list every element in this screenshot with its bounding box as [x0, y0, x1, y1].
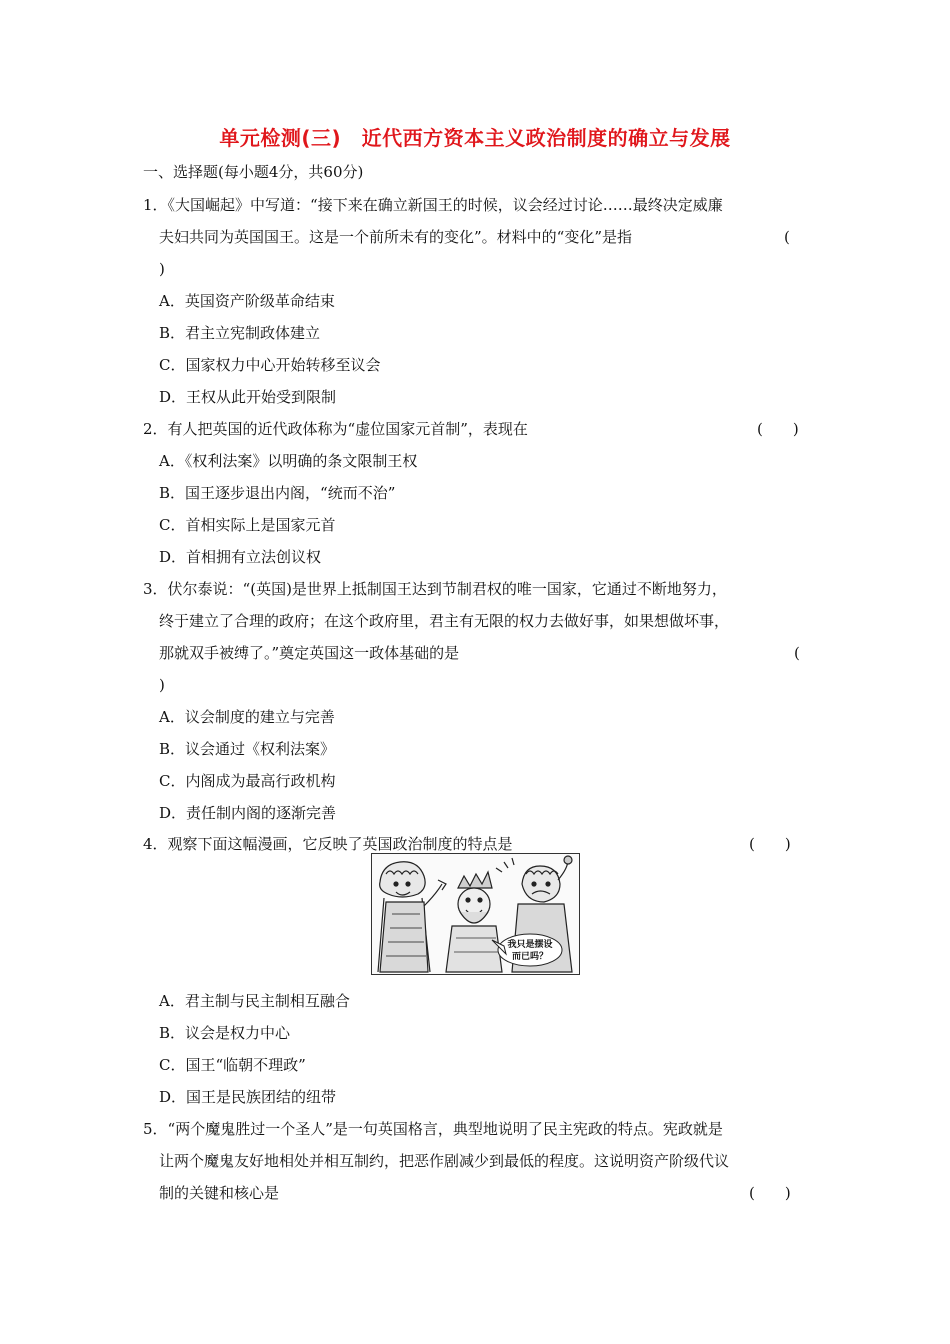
- page-title: 单元检测(三) 近代西方资本主义政治制度的确立与发展: [219, 126, 731, 150]
- q1-answer-bracket-open: (: [784, 228, 790, 246]
- q2-answer-bracket: ( ): [757, 420, 799, 438]
- q4-option-d: D．国王是民族团结的纽带: [159, 1088, 337, 1106]
- q3-option-c: C．内阁成为最高行政机构: [159, 772, 336, 790]
- q5-stem-line2: 让两个魔鬼友好地相处并相互制约，把恶作剧减少到最低的程度。这说明资产阶级代议: [159, 1152, 730, 1170]
- q5-stem-line3: 制的关键和核心是: [159, 1184, 280, 1202]
- q1-option-a: A．英国资产阶级革命结束: [159, 292, 335, 310]
- q3-option-a: A．议会制度的建立与完善: [159, 708, 335, 726]
- q3-stem-line2: 终于建立了合理的政府；在这个政府里，君主有无限的权力去做好事，如果想做坏事，: [159, 612, 730, 630]
- q2-option-d: D．首相拥有立法创议权: [159, 548, 322, 566]
- q4-option-c: C．国王“临朝不理政”: [159, 1056, 306, 1074]
- q1-option-d: D．王权从此开始受到限制: [159, 388, 337, 406]
- q4-stem-line1: 4．观察下面这幅漫画，它反映了英国政治制度的特点是: [143, 835, 513, 853]
- q3-stem-line3: 那就双手被缚了。”奠定英国这一政体基础的是: [159, 644, 460, 662]
- section-heading: 一、选择题(每小题4分，共60分): [143, 163, 364, 181]
- q1-stem-line2: 夫妇共同为英国国王。这是一个前所未有的变化”。材料中的“变化”是指: [159, 228, 633, 246]
- q1-option-b: B．君主立宪制政体建立: [159, 324, 321, 342]
- q4-option-b: B．议会是权力中心: [159, 1024, 291, 1042]
- q3-stem-line1: 3．伏尔泰说：“(英国)是世界上抵制国王达到节制君权的唯一国家，它通过不断地努力，: [143, 580, 727, 598]
- q3-answer-bracket-close: ): [159, 676, 165, 694]
- q2-stem-line1: 2．有人把英国的近代政体称为“虚位国家元首制”，表现在: [143, 420, 528, 438]
- q5-answer-bracket: ( ): [749, 1184, 791, 1202]
- q1-stem-line1: 1．《大国崛起》中写道：“接下来在确立新国王的时候，议会经过讨论……最终决定威廉: [143, 196, 723, 214]
- q1-option-c: C．国家权力中心开始转移至议会: [159, 356, 381, 374]
- q2-option-b: B．国王逐步退出内阁，“统而不治”: [159, 484, 396, 502]
- q1-answer-bracket-close: ): [159, 260, 165, 278]
- cartoon-bubble-line1: 我只是摆设: [507, 940, 553, 950]
- cartoon-drawing: [372, 854, 579, 974]
- cartoon-bubble-line2: 而已吗？: [511, 952, 549, 962]
- q4-answer-bracket: ( ): [749, 835, 791, 853]
- political-cartoon: [371, 853, 580, 975]
- q2-option-c: C．首相实际上是国家元首: [159, 516, 336, 534]
- q3-answer-bracket-open: (: [794, 644, 800, 662]
- q5-stem-line1: 5．“两个魔鬼胜过一个圣人”是一句英国格言，典型地说明了民主宪政的特点。宪政就是: [143, 1120, 723, 1138]
- q3-option-b: B．议会通过《权利法案》: [159, 740, 336, 758]
- q4-option-a: A．君主制与民主制相互融合: [159, 992, 350, 1010]
- q3-option-d: D．责任制内阁的逐渐完善: [159, 804, 337, 822]
- q2-option-a: A．《权利法案》以明确的条文限制王权: [159, 452, 418, 470]
